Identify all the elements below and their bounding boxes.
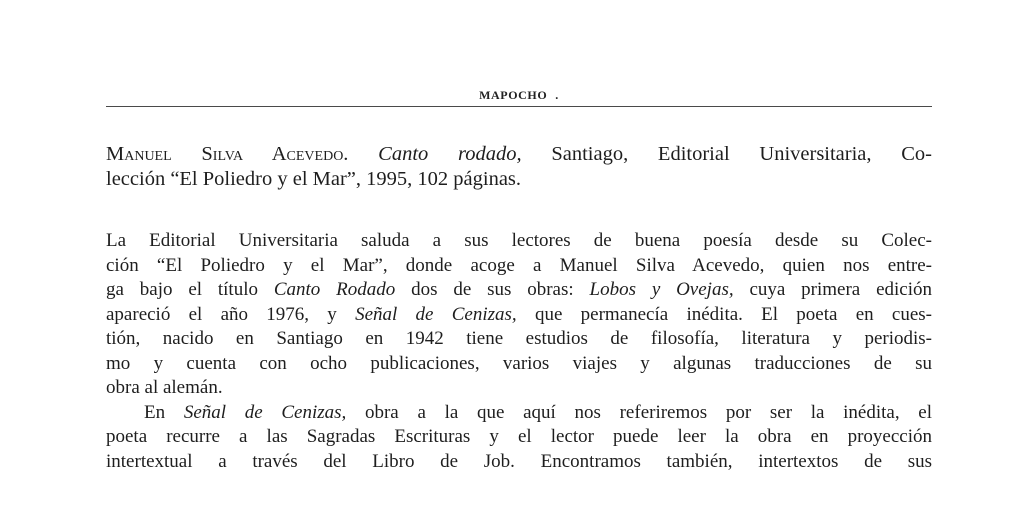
p1-line-2: ción “El Poliedro y el Mar”, donde acoge a Manuel Silva Acevedo, quien nos entre- [106,254,932,276]
p1-italic-canto-rodado: Canto Rodado [273,279,396,300]
review-body [106,229,932,474]
p1-line-5: tión, nacido en Santiago en 1942 tiene estudios de filosofía, literatura y periodis- [106,328,932,349]
book-citation [106,139,932,188]
p2-line-1 [106,401,932,426]
p1-line-4 [106,303,932,328]
citation-publisher: Santiago, Editorial Universitaria, Co- [551,143,933,165]
p1-line-3-text-c: dos de sus obras: [411,279,574,300]
paragraph-2 [106,401,932,475]
p1-line-3-text-e: cuya primera edición [749,279,933,300]
p1-line-4-text-a: apareció el año 1976, y [106,303,337,325]
p1-italic-lobos-ovejas: Lobos y Ovejas, [589,279,734,300]
p1-line-3-text-a: ga bajo el título [106,279,258,300]
p2-line-1-text-c: obra a la que aquí nos referiremos por ser la inédita, el [364,401,933,423]
p2-line-2: poeta recurre a las Sagradas Escrituras y el lector puede leer la obra en proyección [106,426,932,447]
p1-line-3 [106,278,932,303]
p1-line-1: La Editorial Universitaria saluda a sus lectores de buena poesía desde su Colec- [106,230,932,251]
citation-book-title: Canto rodado, [378,143,522,165]
p1-line-7: obra al alemán. [106,377,223,398]
p2-line-1-text-a: En [144,401,166,423]
p2-italic-senal-cenizas: Señal de Cenizas, [183,401,347,423]
citation-line-1 [106,139,932,164]
citation-author: Manuel Silva Acevedo. [106,143,349,165]
header-dot: . [555,88,559,102]
citation-line-2: lección “El Poliedro y el Mar”, 1995, 102 páginas. [106,167,522,190]
journal-name: MAPOCHO [479,88,548,102]
p1-line-4-text-c: que permanecía inédita. El poeta en cues- [534,303,933,325]
p1-line-6: mo y cuenta con ocho publicaciones, varios viajes y algunas traducciones de su [106,352,932,374]
paragraph-1 [106,229,932,401]
p2-line-3: intertextual a través del Libro de Job. Encontramos también, intertextos de sus [106,450,932,472]
journal-title [106,88,932,103]
running-header [106,86,932,107]
p1-italic-senal-cenizas: Señal de Cenizas, [355,303,517,325]
